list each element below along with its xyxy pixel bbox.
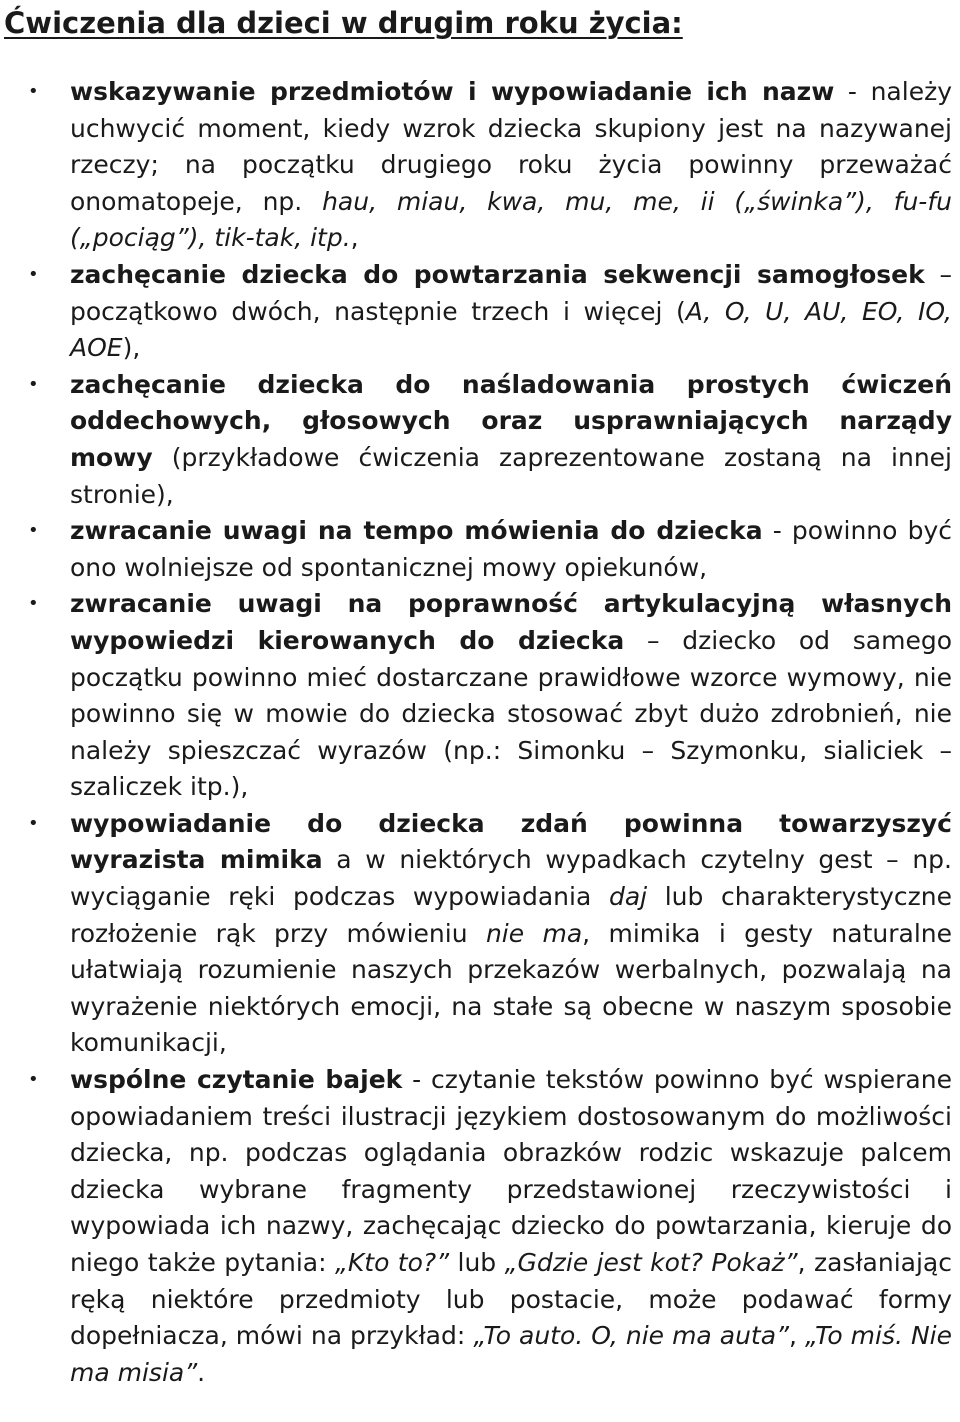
list-item: [4, 513, 952, 586]
item-heading-text: wspólne czytanie bajek: [70, 1065, 403, 1095]
bullet-icon: •: [28, 520, 39, 542]
item-heading-text: wypowiadanie do dziecka zdań powinna towarzyszyć wyrazista mimika: [70, 808, 952, 875]
item-heading-text: zachęcanie dziecka do naśladowania prostych ćwiczeń oddechowych, głosowych oraz usprawniających narządy mowy: [70, 369, 952, 472]
item-example-text: ), tik-tak, itp.: [188, 223, 351, 253]
item-body-text: lub charakterystyczne rozłożenie rąk przy mówieniu: [70, 882, 952, 948]
bullet-icon: •: [28, 373, 39, 395]
item-body-text: a w niektórych wypadkach czytelny gest – np. wyciąganie ręki podczas wypowiadania: [70, 845, 952, 912]
item-example-text: A, O, U, AU, EO, IO, AOE: [70, 296, 952, 363]
bullet-icon: •: [28, 263, 39, 285]
page-title: Ćwiczenia dla dzieci w drugim roku życia:: [4, 6, 683, 40]
item-example-text: ), fu-fu (: [70, 186, 952, 253]
item-body-text: – początkowo dwóch, następnie trzech i więcej (: [70, 259, 952, 326]
bullet-icon: •: [28, 1069, 39, 1091]
item-body-text: ,: [350, 223, 359, 253]
bullet-icon: •: [28, 812, 39, 834]
item-heading-text: wskazywanie przedmiotów i wypowiadanie ich nazw: [70, 77, 835, 106]
list-item: [4, 1062, 952, 1391]
item-body-text: ,: [789, 1321, 805, 1351]
list-item: [4, 257, 952, 367]
list-item: [4, 586, 952, 806]
item-body-text: , mimika i gesty naturalne ułatwiają rozumienie naszych przekazów werbalnych, pozwalają na wyrażenie niektórych emocji, na stałe są obecne w naszym sposobie komunikacji,: [70, 918, 952, 1058]
item-example-text: „świnka”: [744, 186, 857, 216]
item-heading-text: zachęcanie dziecka do powtarzania sekwencji samogłosek: [70, 259, 925, 289]
item-body-text: – dziecko od samego początku powinno mieć dostarczane prawidłowe wzorce wymowy, nie powinno się w mowie do dziecka stosować zbyt dużo zdrobnień, nie należy spieszczać wyrazów (np.: Simonku – Szymonku, sialiciek – szaliczek itp.),: [70, 625, 953, 802]
item-body-text: , zasłaniając ręką niektóre przedmioty lub postacie, może podawać formy dopełniacza, mówi na przykład:: [70, 1248, 952, 1351]
bullet-icon: •: [28, 593, 39, 615]
item-example-text: „To miś. Nie ma misia”: [70, 1321, 952, 1387]
list-item: [4, 74, 952, 257]
item-example-text: „Gdzie jest kot? Pokaż”: [504, 1248, 798, 1277]
list-item: [4, 367, 952, 513]
item-heading-text: zwracanie uwagi na tempo mówienia do dziecka: [70, 516, 763, 546]
item-example-text: „To auto. O, nie ma auta”: [473, 1321, 789, 1351]
item-heading-text: zwracanie uwagi na poprawność artykulacyjną własnych wypowiedzi kierowanych do dziecka: [70, 589, 952, 655]
item-example-text: nie ma: [485, 918, 583, 948]
list-item: [4, 806, 952, 1062]
item-body-text: - należy uchwycić moment, kiedy wzrok dziecka skupiony jest na nazywanej rzeczy; na początku drugiego roku życia powinny przeważać onomatopeje, np.: [70, 77, 952, 216]
item-body-text: - powinno być ono wolniejsze od spontanicznej mowy opiekunów,: [70, 516, 953, 582]
item-body-text: (przykładowe ćwiczenia zaprezentowane zostaną na innej stronie),: [70, 442, 952, 509]
item-body-text: ),: [122, 333, 141, 363]
item-example-text: „Kto to?”: [334, 1248, 450, 1277]
item-body-text: lub: [449, 1248, 505, 1277]
item-example-text: daj: [608, 882, 648, 912]
bullet-icon: •: [28, 81, 39, 102]
item-body-text: - czytanie tekstów powinno być wspierane opowiadaniem treści ilustracji językiem dostosowanym do możliwości dziecka, np. podczas oglądania obrazków rodzic wskazuje palcem dziecka wybrane fragmenty przedstawionej rzeczywistości i wypowiada ich nazwy, zachęcając dziecko do powtarzania, kieruje do niego także pytania:: [70, 1065, 952, 1277]
item-example-text: „pociąg”: [79, 223, 189, 253]
item-body-text: .: [197, 1357, 206, 1387]
item-example-text: hau, miau, kwa, mu, me, ii (: [322, 186, 745, 216]
exercise-list: [4, 74, 952, 1391]
